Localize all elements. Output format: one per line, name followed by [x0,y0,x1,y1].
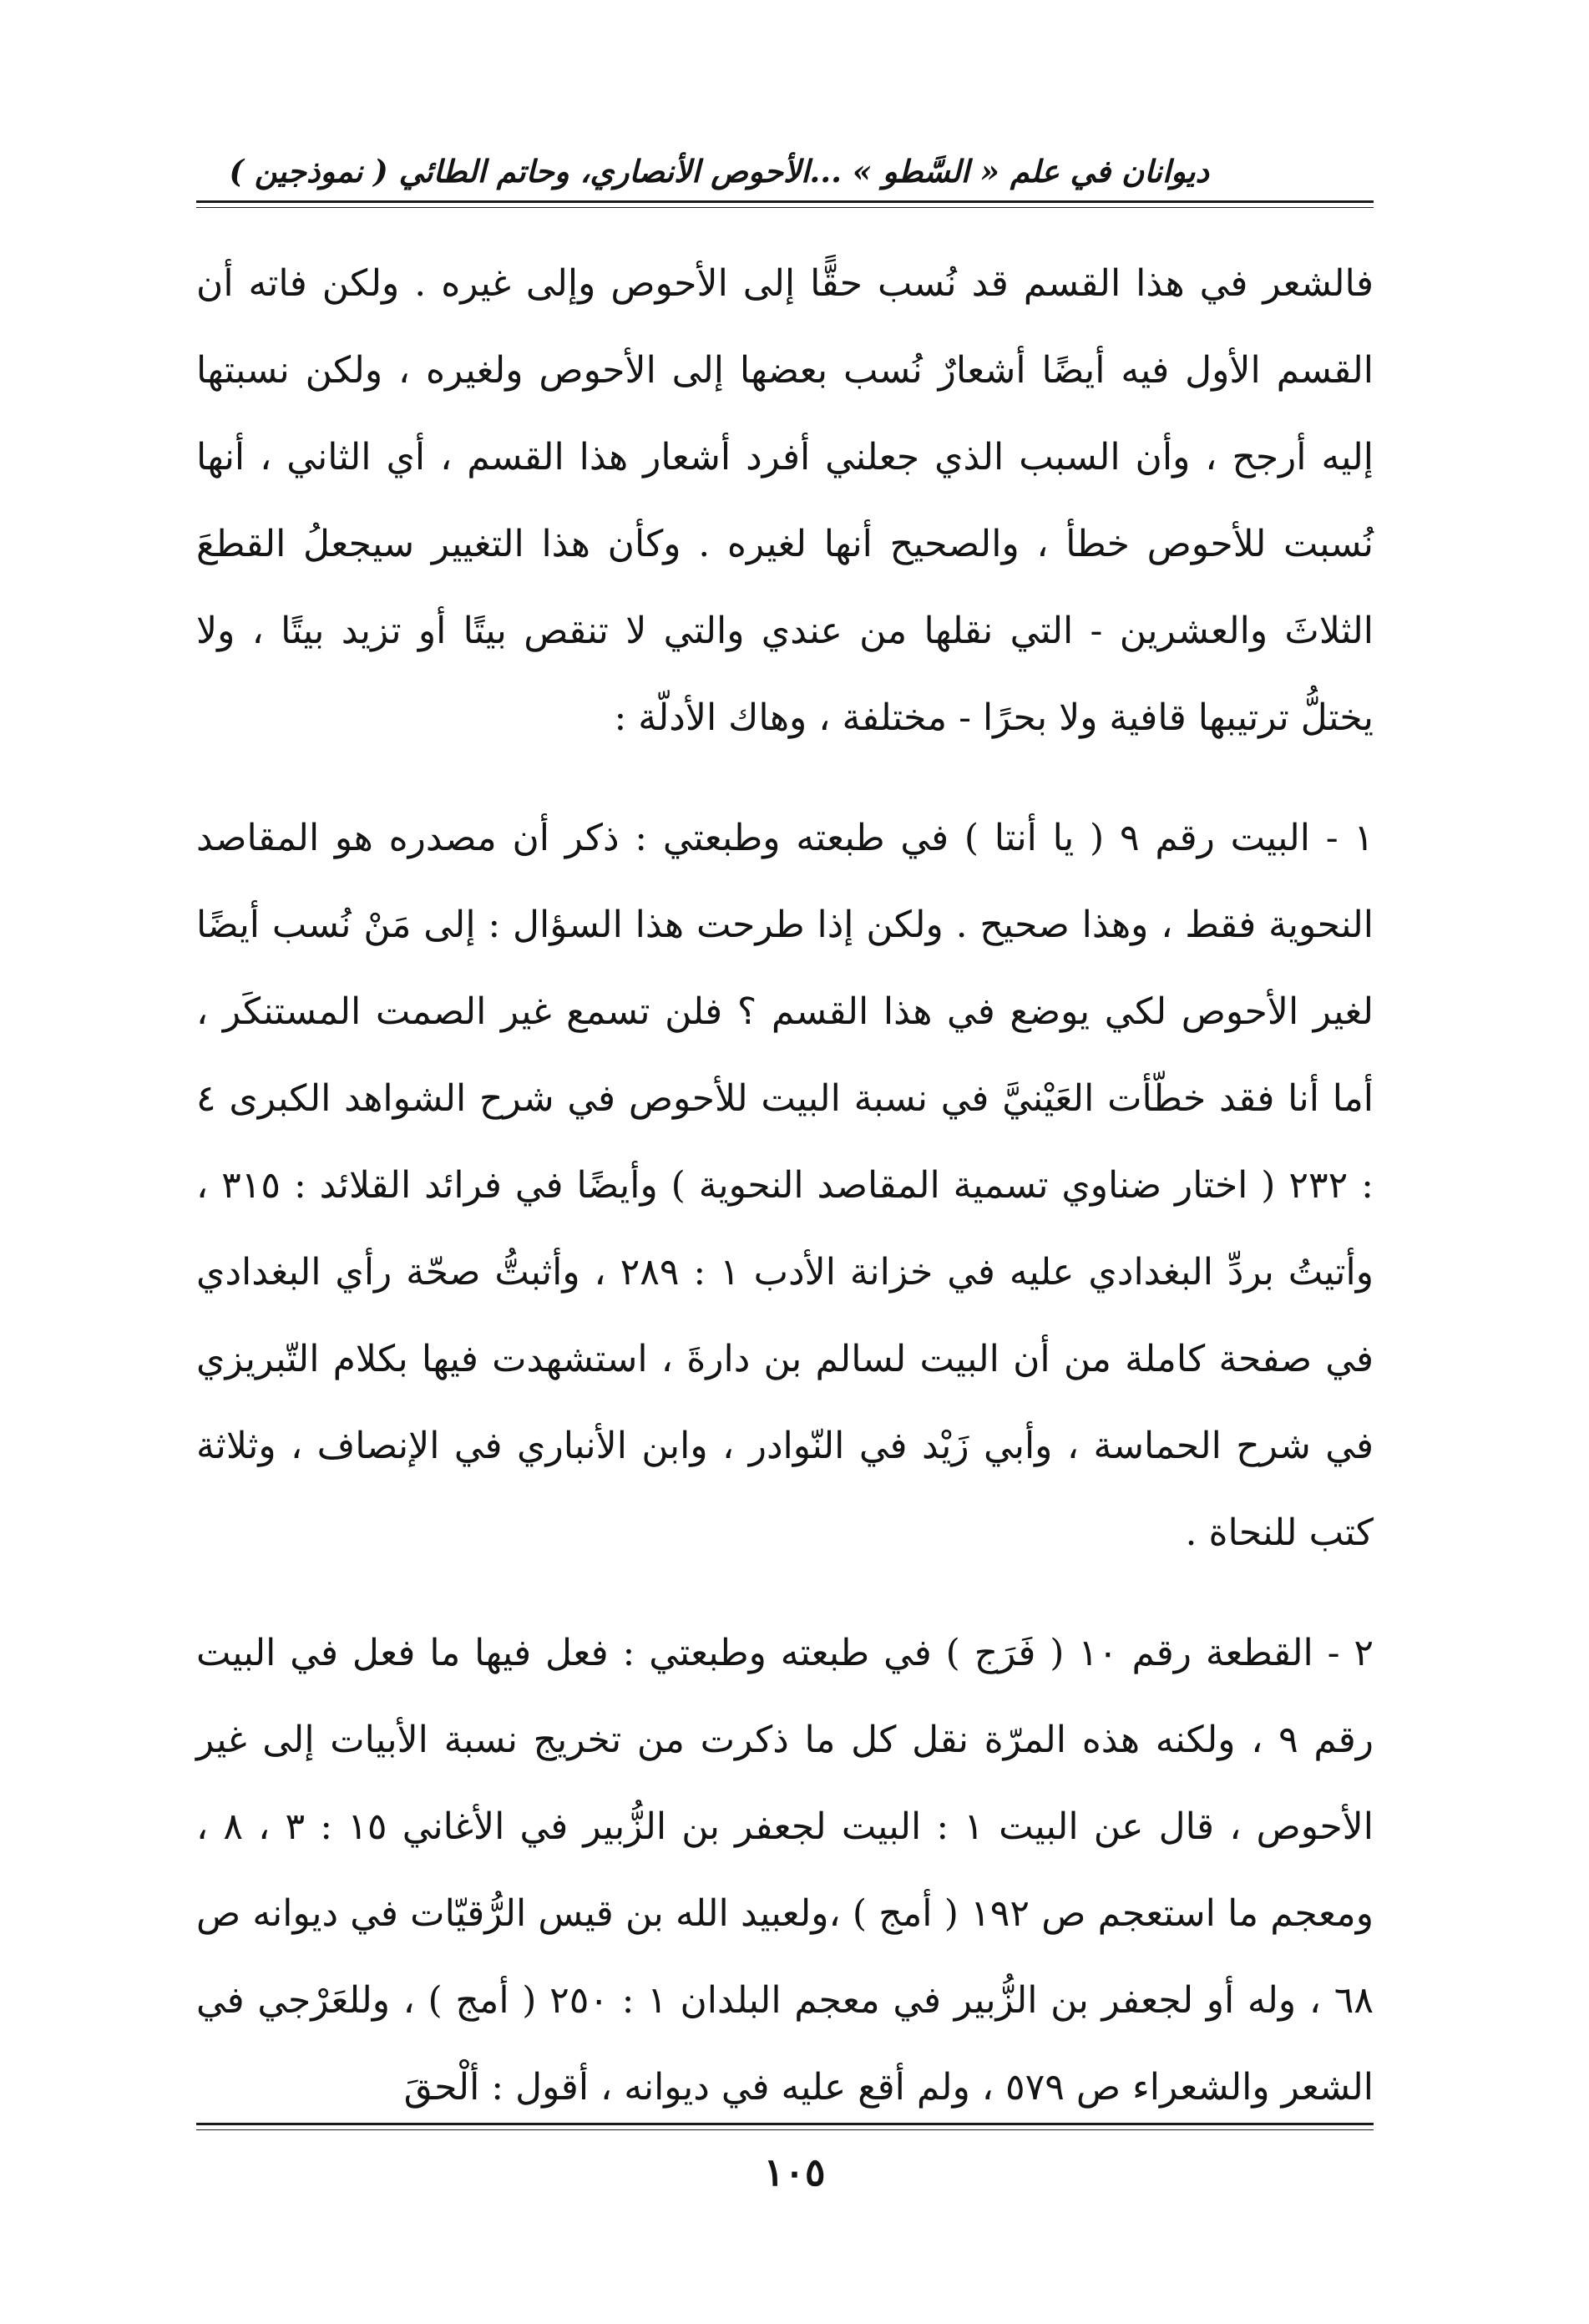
footer-rule-thin [196,2129,1374,2130]
body-text [196,241,1374,2131]
paragraph-intro: فالشعر في هذا القسم قد نُسب حقًّا إلى الأحوص وإلى غيره . ولكن فاته أن القسم الأول فيه أيضًا أشعارٌ نُسب بعضها إلى الأحوص ولغيره ، ولكن نسبتها إليه أرجح ، وأن السبب الذي جعلني أفرد أشعار هذا القسم ، أي الثاني ، أنها نُسبت للأحوص خطأ ، والصحيح أنها لغيره . وكأن هذا التغيير سيجعلُ القطعَ الثلاثَ والعشرين - التي نقلها من عندي والتي لا تنقص بيتًا أو تزيد بيتًا ، ولا يختلُّ ترتيبها قافية ولا بحرًا - مختلفة ، وهاك الأدلّة : [196,262,1374,739]
paragraph-item-1: ١ - البيت رقم ٩ ( يا أنتا ) في طبعته وطبعتي : ذكر أن مصدره هو المقاصد النحوية فقط ، وهذا صحيح . ولكن إذا طرحت هذا السؤال : إلى مَنْ نُسب أيضًا لغير الأحوص لكي يوضع في هذا القسم ؟ فلن تسمع غير الصمت المستنكَر ، أما أنا فقد خطّأت العَيْنيَّ في نسبة البيت للأحوص في شرح الشواهد الكبرى ٤ : ٢٣٢ ( اختار ضناوي تسمية المقاصد النحوية ) وأيضًا في فرائد القلائد : ٣١٥ ، وأتيتُ بردِّ البغدادي عليه في خزانة الأدب ١ : ٢٨٩ ، وأثبتُّ صحّة رأي البغدادي في صفحة كاملة من أن البيت لسالم بن دارةَ ، استشهدت فيها بكلام التّبريزي في شرح الحماسة ، وأبي زَيْد في النّوادر ، وابن الأنباري في الإنصاف ، وثلاثة كتب للنحاة . [196,817,1374,1554]
paragraph-item-2: ٢ - القطعة رقم ١٠ ( فَرَج ) في طبعته وطبعتي : فعل فيها ما فعل في البيت رقم ٩ ، ولكنه هذه المرّة نقل كل ما ذكرت من تخريج نسبة الأبيات إلى غير الأحوص ، قال عن البيت ١ : البيت لجعفر بن الزُّبير في الأغاني ١٥ : ٣ ، ٨ ، ومعجم ما استعجم ص ١٩٢ ( أمج ) ،ولعبيد الله بن قيس الرُّقيّات في ديوانه ص ٦٨ ، وله أو لجعفر بن الزُّبير في معجم البلدان ١ : ٢٥٠ ( أمج ) ، وللعَرْجي في الشعر والشعراء ص ٥٧٩ ، ولم أقع عليه في ديوانه ، أقول : ألْحقَ [196,1632,1374,2109]
page-number: ١٠٥ [763,2149,826,2195]
footer-rule-thick [196,2123,1374,2125]
header-rule-thin [196,207,1374,208]
header-rule-thick [196,200,1374,203]
running-header-title: ديوانان في علم « السَّطو » ...الأحوص الأنصاري، وحاتم الطائي ( نموذجين ) [229,153,1209,190]
